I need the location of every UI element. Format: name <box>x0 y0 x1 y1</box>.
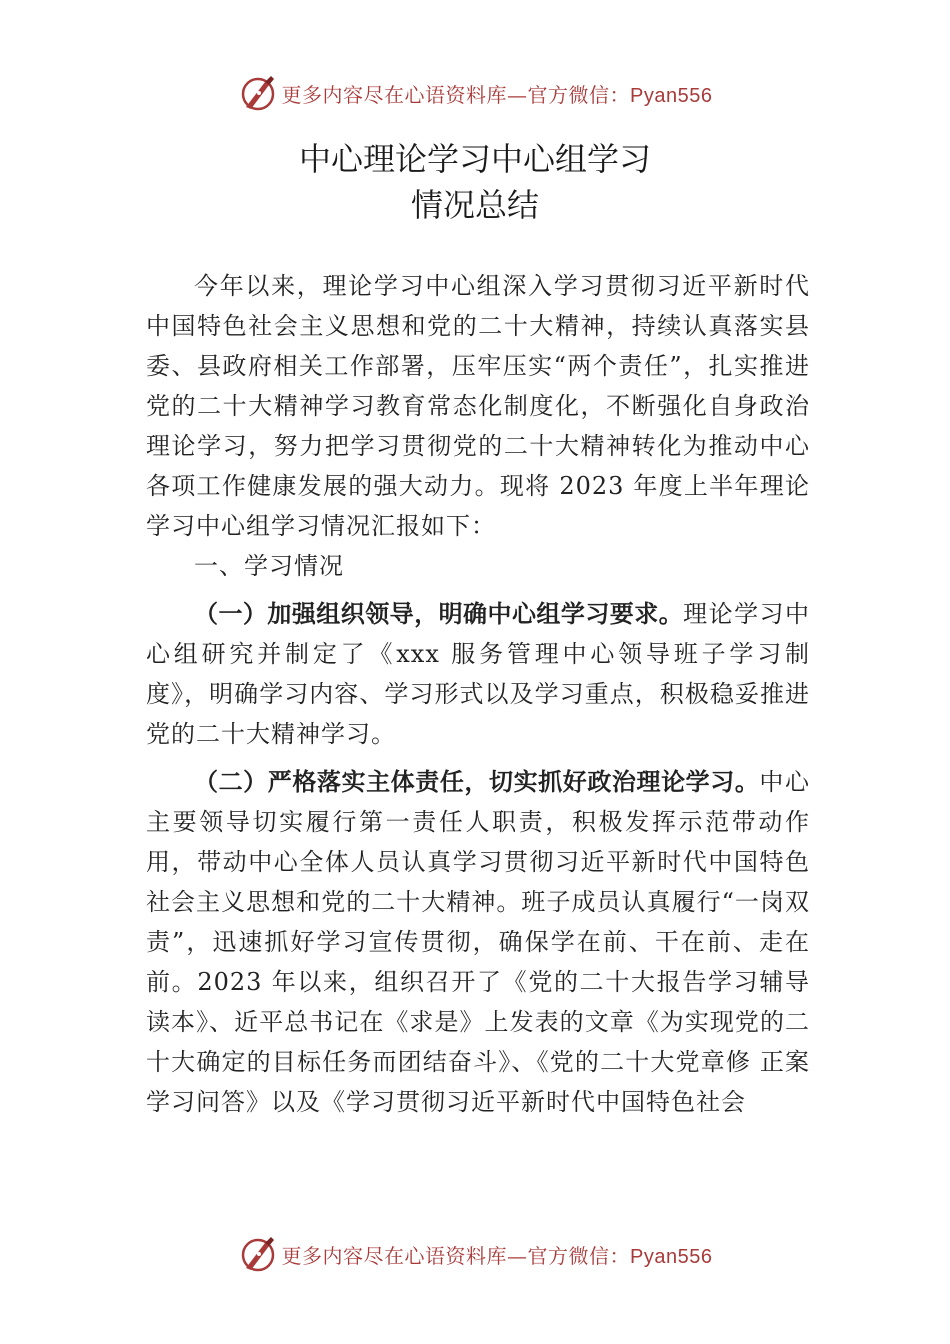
item-2-paragraph <box>146 762 810 1122</box>
banner-text <box>282 1240 713 1269</box>
section-heading-1: 一、学习情况 <box>194 552 344 580</box>
item-2-heading: （二）严格落实主体责任，切实抓好政治理论学习。 <box>194 768 760 796</box>
item-1-paragraph <box>146 594 810 754</box>
header-banner <box>0 71 950 115</box>
fountain-pen-logo-icon <box>238 1234 278 1274</box>
fountain-pen-logo-icon <box>238 73 278 113</box>
document-title <box>0 136 950 228</box>
banner-label: 更多内容尽在心语资料库—官方微信： <box>281 82 631 107</box>
banner-handle: Pyan556 <box>630 1245 713 1268</box>
document-body <box>146 266 810 1122</box>
footer-banner <box>0 1232 950 1276</box>
item-1-heading: （一）加强组织领导，明确中心组学习要求。 <box>194 600 684 628</box>
intro-paragraph: 今年以来，理论学习中心组深入学习贯彻习近平新时代中国特色社会主义思想和党的二十大精神，持续认真落实县委、县政府相关工作部署，压牢压实“两个责任”，扎实推进党的二十大精神学习教育常态化制度化，不断强化自身政治理论学习，努力把学习贯彻党的二十大精神转化为推动中心各项工作健康发展的强大动力。现将 2023 年度上半年理论学习中心组学习情况汇报如下： <box>146 272 810 540</box>
banner-label: 更多内容尽在心语资料库—官方微信： <box>281 1243 631 1268</box>
item-2-body: 中心主要领导切实履行第一责任人职责，积极发挥示范带动作用，带动中心全体人员认真学习贯彻习近平新时代中国特色社会主义思想和党的二十大精神。班子成员认真履行“一岗双责”，迅速抓好学习宣传贯彻，确保学在前、干在前、走在前。2023 年以来，组织召开了《党的二十大报告学习辅导读本》、近平总书记在《求是》上发表的文章《为实现党的二十大确定的目标任务而团结奋斗》、《党的二十大党章修 正案学习问答》以及《学习贯彻习近平新时代中国特色社会 <box>146 768 811 1116</box>
title-line-1: 中心理论学习中心组学习 <box>298 140 651 178</box>
banner-handle: Pyan556 <box>630 84 713 107</box>
item-1-body: 理论学习中心组研究并制定了《xxx 服务管理中心领导班子学习制度》，明确学习内容、学习形式以及学习重点，积极稳妥推进党的二十大精神学习。 <box>146 600 811 748</box>
title-line-2: 情况总结 <box>410 186 539 224</box>
banner-text <box>282 79 713 108</box>
